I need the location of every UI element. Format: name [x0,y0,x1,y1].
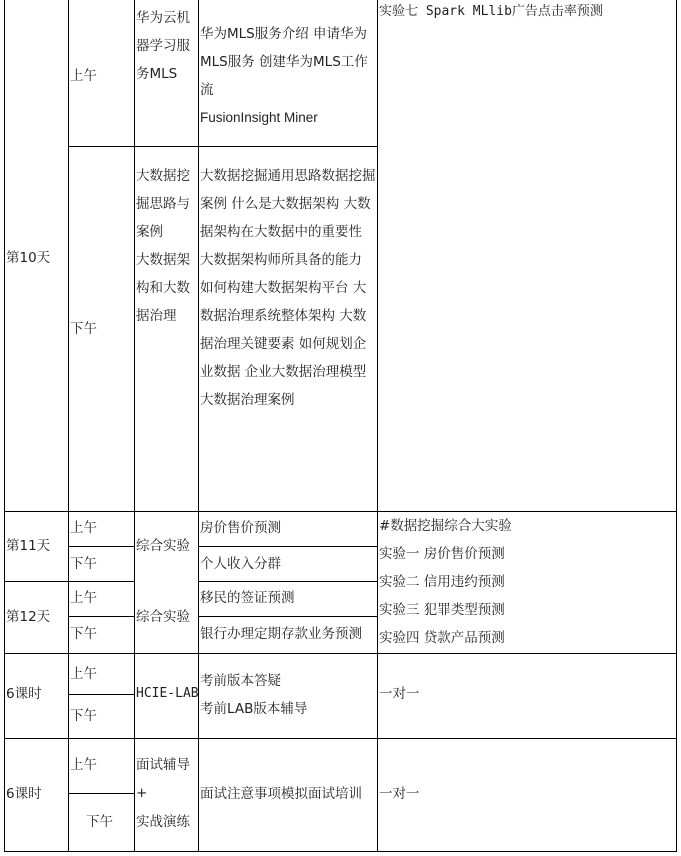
day11-am-content: 房价售价预测 [200,520,281,536]
interview-content: 面试注意事项模拟面试培训 [200,786,362,802]
day10-label: 第10天 [6,250,51,266]
hcie-pm-label: 下午 [70,708,97,724]
day12-pm-label: 下午 [70,626,97,642]
interview-topic-practice: 实战演练 [136,814,190,830]
interview-am-label: 上午 [70,757,97,773]
day10-am-topic: 华为云机器学习服务MLS [136,10,190,82]
day10-am-content: 华为MLS服务介绍 申请华为MLS服务 创建华为MLS工作流 [200,26,368,98]
lab-item: 实验一 房价售价预测 [379,546,505,562]
hcie-content-qa: 考前版本答疑 [200,673,281,689]
day12-topic: 综合实验 [136,609,190,625]
hcie-content-lab: 考前LAB版本辅导 [200,701,308,717]
day11-label: 第11天 [6,538,51,554]
hcie-topic: HCIE-LAB [136,686,199,701]
day10-am-fusioninsight: FusionInsight Miner [200,110,318,125]
day11-am-label: 上午 [70,520,97,536]
day11-pm-content: 个人收入分群 [200,556,281,572]
day10-pm-content: 大数据挖掘通用思路数据挖掘案例 什么是大数据架构 大数据架构在大数据中的重要性 大数据架构师所具备的能力 如何构建大数据架构平台 大数据治理系统整体架构 大数据治理关键要素 如何规划企业数据 企业大数据治理模型大数据治理案例 [200,168,376,408]
hcie-label: 6课时 [6,686,42,702]
day12-label: 第12天 [6,609,51,625]
day11-topic: 综合实验 [136,538,190,554]
day11-pm-label: 下午 [70,556,97,572]
interview-mode: 一对一 [379,786,420,802]
day10-pm-label: 下午 [70,321,97,337]
interview-label: 6课时 [6,786,42,802]
lab-item: 实验三 犯罪类型预测 [379,602,505,618]
interview-pm-label: 下午 [86,814,113,830]
day12-pm-content: 银行办理定期存款业务预测 [200,626,362,642]
lab-item: 实验四 贷款产品预测 [379,630,505,646]
interview-topic-coaching: 面试辅导 [136,757,190,773]
day12-am-content: 移民的签证预测 [200,590,295,606]
day10-am-label: 上午 [70,68,97,84]
lab-list-header: #数据挖掘综合大实验 [379,518,512,534]
day10-lab: 实验七 Spark MLlib广告点击率预测 [379,4,603,19]
day10-pm-topic-architecture: 大数据架构和大数据治理 [136,252,190,324]
hcie-mode: 一对一 [379,686,420,702]
hcie-am-label: 上午 [70,666,97,682]
day12-am-label: 上午 [70,590,97,606]
interview-topic-plus: + [136,785,148,801]
day10-pm-topic-mining: 大数据挖掘思路与案例 [136,168,190,240]
lab-item: 实验二 信用违约预测 [379,574,505,590]
